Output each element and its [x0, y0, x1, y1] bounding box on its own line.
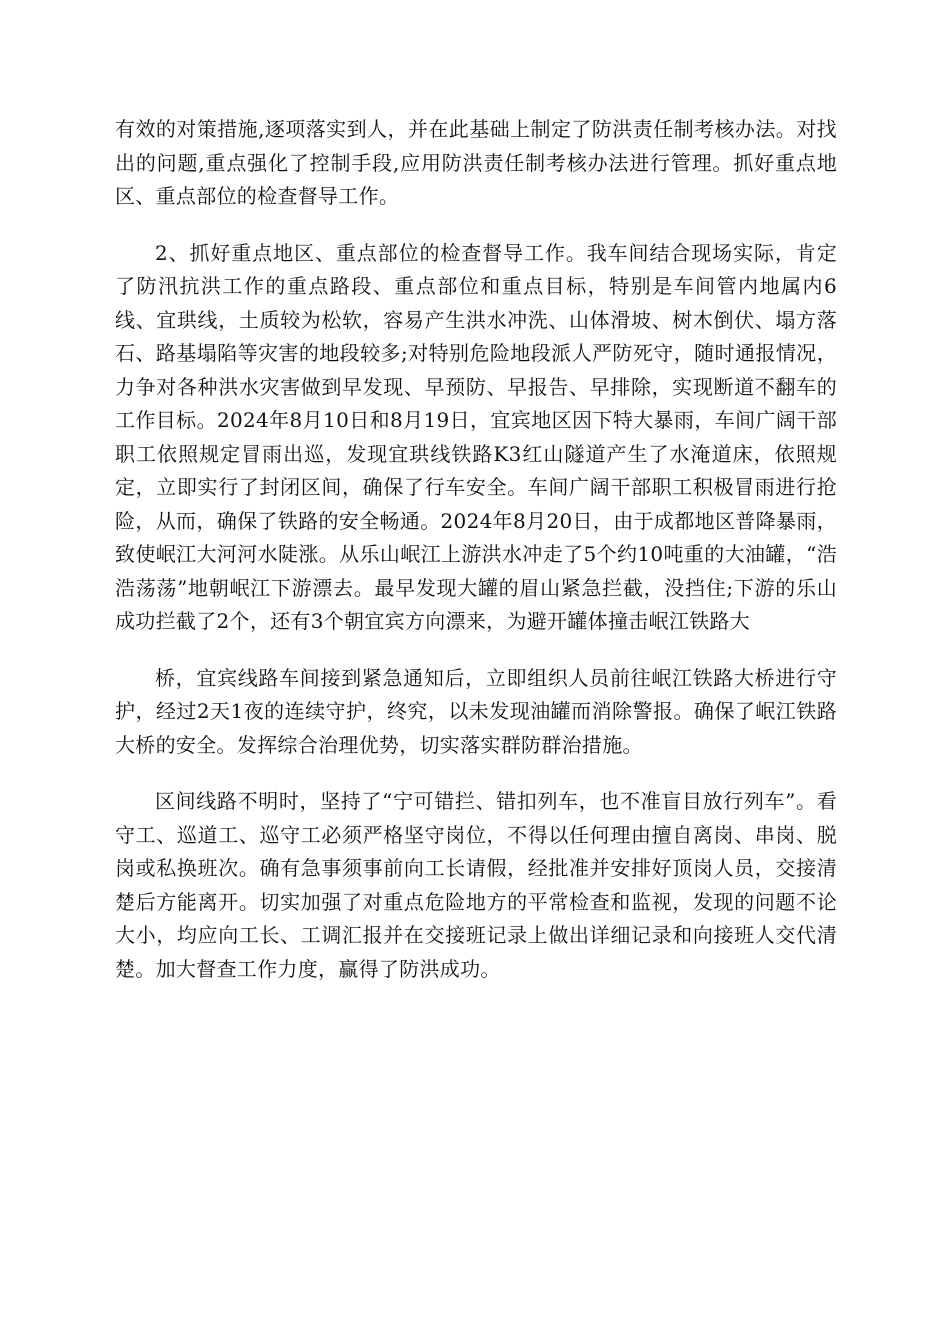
- paragraph-1: 有效的对策措施,逐项落实到人，并在此基础上制定了防洪责任制考核办法。对找出的问题,重点强化了控制手段,应用防洪责任制考核办法进行管理。抓好重点地区、重点部位的检查督导工作。: [115, 117, 837, 208]
- document-body: [115, 113, 837, 986]
- paragraph-2: 2、抓好重点地区、重点部位的检查督导工作。我车间结合现场实际，肯定了防汛抗洪工作的重点路段、重点部位和重点目标，特别是车间管内地属内6线、宜珙线，土质较为松软，容易产生洪水冲洗、山体滑坡、树木倒伏、塌方落石、路基塌陷等灾害的地段较多;对特别危险地段派人严防死守，随时通报情况，力争对各种洪水灾害做到早发现、早预防、早报告、早排除，实现断道不翻车的工作目标。2024年8月10日和8月19日，宜宾地区因下特大暴雨，车间广阔干部职工依照规定冒雨出巡，发现宜珙线铁路K3红山隧道产生了水淹道床，依照规定，立即实行了封闭区间，确保了行车安全。车间广阔干部职工积极冒雨进行抢险，从而，确保了铁路的安全畅通。2024年8月20日，由于成都地区普降暴雨，致使岷江大河河水陡涨。从乐山岷江上游洪水冲走了5个约10吨重的大油罐，“浩浩荡荡”地朝岷江下游漂去。最早发现大罐的眉山紧急拦截，没挡住;下游的乐山成功拦截了2个，还有3个朝宜宾方向漂来，为避开罐体撞击岷江铁路大: [115, 240, 837, 633]
- paragraph-3: 桥，宜宾线路车间接到紧急通知后，立即组织人员前往岷江铁路大桥进行守护，经过2天1夜的连续守护，终究，以未发现油罐而消除警报。确保了岷江铁路大桥的安全。发挥综合治理优势，切实落实群防群治措施。: [115, 665, 837, 757]
- paragraph-4: 区间线路不明时，坚持了“宁可错拦、错扣列车，也不准盲目放行列车”。看守工、巡道工、巡守工必须严格坚守岗位，不得以任何理由擅自离岗、串岗、脱岗或私换班次。确有急事须事前向工长请假，经批准并安排好顶岗人员，交接清楚后方能离开。切实加强了对重点危险地方的平常检查和监视，发现的问题不论大小，均应向工长、工调汇报并在交接班记录上做出详细记录和向接班人交代清楚。加大督查工作力度，赢得了防洪成功。: [115, 789, 837, 981]
